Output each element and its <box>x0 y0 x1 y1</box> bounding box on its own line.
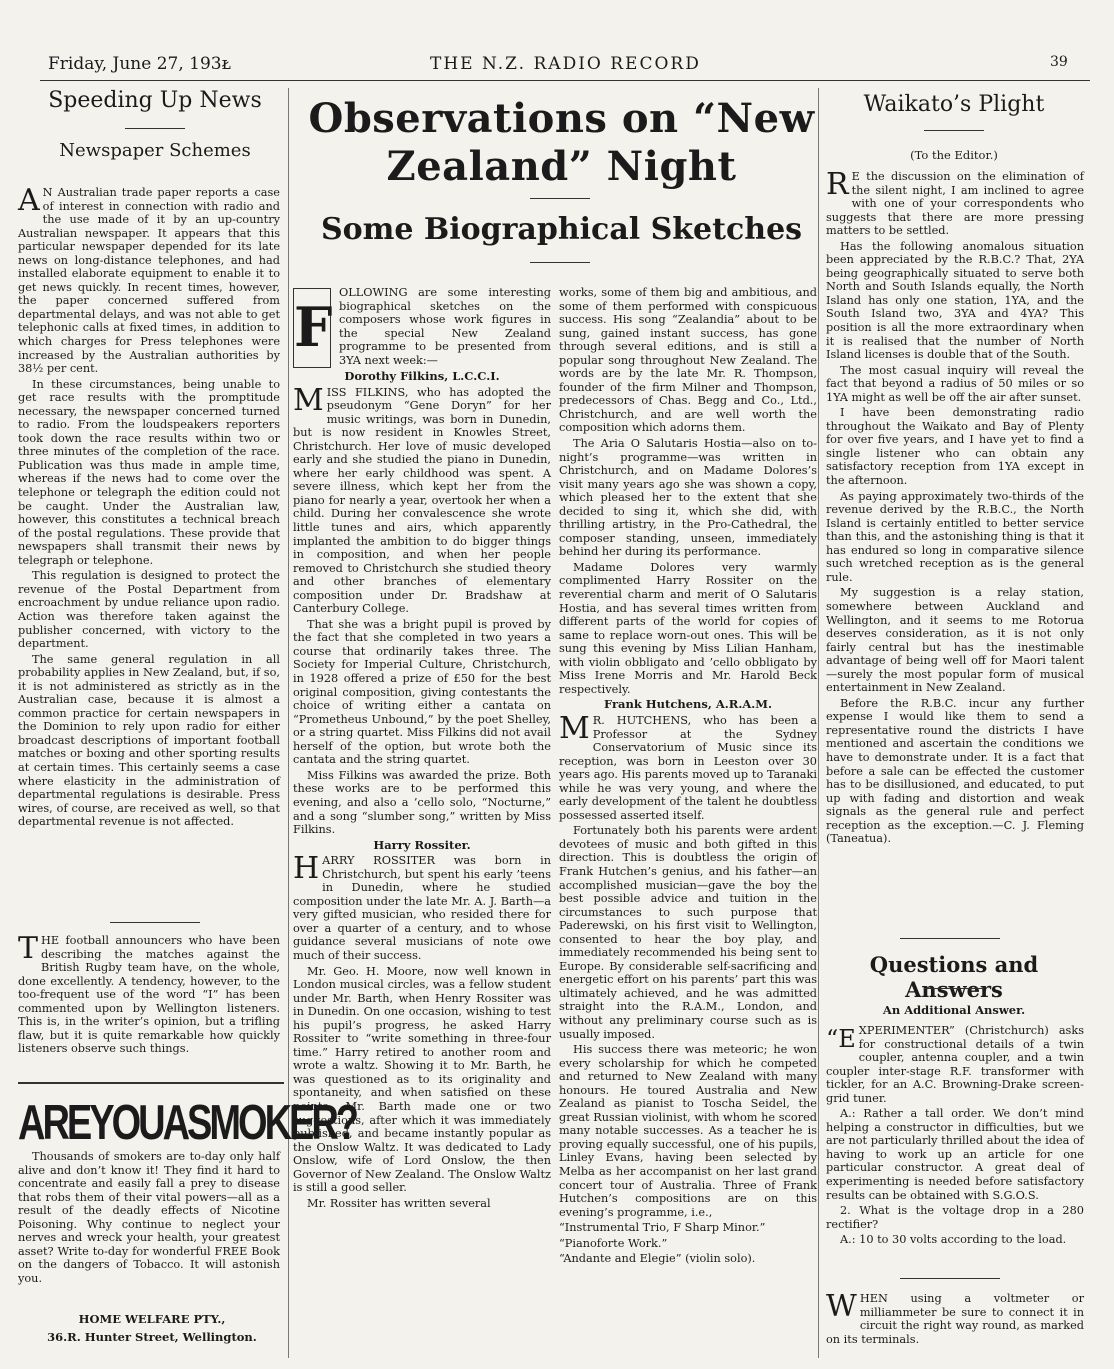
title-rule <box>924 130 984 131</box>
biographies-column-2 <box>559 286 817 1266</box>
paragraph: works, some of them big and ambitious, and some of them performed with conspicuous success. His song “Zealandia” about to be sung, gained instant success, has gone through several editions, and is still a popular song throughout New Zealand. The words are by the late Mr. R. Thompson, founder of the firm Milner and Thompson, predecessors of Chas. Begg and Co., Ltd., Christchurch, and are well worth the composition which adorns them. <box>559 286 817 435</box>
paragraph: A.: 10 to 30 volts according to the load. <box>840 1233 1067 1247</box>
paragraph: That she was a bright pupil is proved by the fact that she completed in two years a course that ordinarily takes three. The Society for Imperial Culture, Christchurch, in 1928 offered a prize of £50 for the best original composition, giving contestants the choice of writing either a cantata on “Prometheus Unbound,” by the poet Shelley, or a string quartet. Miss Filkins did not avail herself of the option, but wrote both the cantata and the string quartet. <box>293 617 551 767</box>
paragraph: Mr. Rossiter has written several <box>307 1196 491 1210</box>
paragraph: The most casual inquiry will reveal the fact that beyond a radius of 50 miles or so 1YA might as well be off the air after sunset. <box>826 363 1084 404</box>
article-subtitle-newspaper: Newspaper Schemes <box>59 140 251 161</box>
title-rule <box>530 198 590 199</box>
ad-headline: AREYOUASMOKER? <box>18 1096 357 1151</box>
composition-title: “Andante and Elegie” (violin solo). <box>559 1252 756 1266</box>
paragraph: The same general regulation in all probability applies in New Zealand, but, if so, it is not administered as strictly as in the Australian case, because it is almost a common practice for certain newspapers in the Dominion to rely upon radio for either broadcast descriptions of important football matches or boxing and other sporting results at certain times. This certainly seems a case where elasticity in the administration of departmental regulations is desirable. Press wires, of course, are received as well, so that departmental revenue is not affected. <box>18 652 280 829</box>
paragraph: 2. What is the voltage drop in a 280 rectifier? <box>826 1204 1084 1231</box>
paragraph: HE football announcers who have been describing the matches against the British Rugby team have, on the whole, done excellently. A tendency, however, to the too-frequent use of the word “I” has been commented upon by Wellington listeners. This is, in the writer’s opinion, but a trifling flaw, but it is quite remarkable how quickly listeners observe such things. <box>18 934 280 1056</box>
paragraph: This regulation is designed to protect the revenue of the Postal Department from encroachment by undue reliance upon radio. Action was therefore taken against the publisher concerned, with victory to the department. <box>18 569 280 651</box>
drop-cap: M <box>293 382 324 418</box>
section-rule <box>900 1278 1000 1279</box>
biographies-column-1 <box>293 286 551 1210</box>
ornamental-initial: F <box>293 288 331 368</box>
drop-cap: “E <box>826 1025 856 1053</box>
ad-company: HOME WELFARE PTY., <box>78 1312 226 1326</box>
paragraph: OLLOWING are some interesting biographical sketches on the composers whose work figures in the special New Zealand programme to be presented from 3YA next week:— <box>339 286 551 367</box>
drop-cap: R <box>826 167 849 202</box>
paragraph: ARRY ROSSITER was born in Christchurch, but spent his early ’teens in Dunedin, where he studied composition under the late Mr. A. J. Barth—a very gifted musician, who resided there for over a quarter of a century, and to whose guidance several musicians of note owe much of their success. <box>293 854 551 962</box>
speeding-body <box>18 183 280 829</box>
article-title-questions: Questions and Answers <box>869 952 1039 1002</box>
paragraph: R. HUTCHENS, who has been a Professor at the Sydney Conservatorium of Music since its reception, was born in Leeston over 30 years ago. His parents moved up to Taranaki while he was very young, and where the early development of the talent he doubtless possessed asserted itself. <box>559 713 817 822</box>
ad-body <box>18 1150 280 1285</box>
ad-footer <box>18 1310 286 1346</box>
paragraph: My suggestion is a relay station, somewhere between Auckland and Wellington, and it seems to me Rotorua deserves consideration, as it is not only fairly central but has the inestimable advantage of being well off for Maori talent—surely the most popular form of musical entertainment in New Zealand. <box>826 586 1084 695</box>
paragraph: Has the following anomalous situation been appreciated by the R.B.C.? That, 2YA being geographically situated to serve both North and South Islands equally, the North Island has only one station, 1YA, and the South Island two, 3YA and 4YA? This position is all the more extraordinary when it is realised that the number of North Island licenses is double that of the South. <box>826 239 1084 362</box>
drop-cap: W <box>826 1289 857 1324</box>
masthead: THE N.Z. RADIO RECORD <box>430 54 701 74</box>
section-rule <box>110 922 200 923</box>
paragraph: The Aria O Salutaris Hostia—also on to-night’s programme—was written in Christchurch, and on Madame Dolores’s visit many years ago she was shown a copy, which pleased her to the extent that she decided to sing it, which she did, with thrilling artistry, in the Pro-Cathedral, the composer standing, unseen, immediately behind her during its performance. <box>559 437 817 559</box>
paragraph: A.: Rather a tall order. We don’t mind helping a constructor in difficulties, but we are not particularly thrilled about the idea of having to work up an article for one particular constructor. A great deal of experimenting is needed before satisfactory results can be obtained with S.G.O.S. <box>826 1107 1084 1202</box>
header-rule <box>40 80 1090 81</box>
questions-body <box>826 1024 1084 1247</box>
article-subtitle-biographical: Some Biographical Sketches <box>320 212 803 247</box>
article-title-waikato: Waikato’s Plight <box>863 92 1045 117</box>
ad-text: Thousands of smokers are to-day only half alive and don’t know it! They find it hard to concentrate and easily fall a prey to disease that robs them of their vital powers—all as a result of the deadly effects of Nicotine Poisoning. Why continue to neglect your nerves and wreck your health, your greatest asset? Write to-day for wonderful FREE Book on the dangers of Tobacco. It will astonish you. <box>18 1150 280 1285</box>
paragraph: As paying approximately two-thirds of the revenue derived by the R.B.C., the North Island is certainly entitled to better service than this, and the astonishing thing is that it has endured so long in comparative silence such wretched reception as is the general rule. <box>826 489 1084 584</box>
drop-cap: T <box>18 931 39 966</box>
column-divider <box>288 88 289 1358</box>
page-header <box>0 52 1114 80</box>
drop-cap: M <box>559 710 590 746</box>
paragraph: Before the R.B.C. incur any further expense I would like them to send a representative round the districts I have mentioned and ascertain the conditions we have to demonstrate under. It is a fact that before a sale can be effected the customer has to be disillusioned, and educated, to put up with fading and distortion and weak signals as the general rule and perfect reception as the exception.—C. J. Fleming (Taneatua). <box>826 696 1084 846</box>
section-rule <box>900 938 1000 939</box>
column-divider <box>818 88 819 1358</box>
article-title-speeding: Speeding Up News <box>48 88 262 113</box>
paragraph: Miss Filkins was awarded the prize. Both these works are to be performed this evening, and also a ’cello solo, “Nocturne,” and a song “slumber song,” written by Miss Filkins. <box>293 768 551 837</box>
drop-cap: H <box>293 851 320 887</box>
football-note <box>18 931 280 1056</box>
title-rule <box>125 128 185 129</box>
waikato-letter <box>826 167 1084 846</box>
paragraph: In these circumstances, being unable to get race results with the promptitude necessary, the newspaper concerned turned to radio. From the loudspeakers reporters took down the race results within two or three minutes of the completion of the race. Publication was thus made in ample time, whereas if the news had to come over the telephone or telegraph the edition could not be caught. Under the Australian law, however, this constitutes a technical breach of the postal regulations. These provide that newspapers shall transmit their news by telegraph or telephone. <box>18 377 280 567</box>
paragraph: ISS FILKINS, who has adopted the pseudonym “Gene Doryn” for her music writings, was born in Dunedin, but is now resident in Knowles Street, Christchurch. Her love of music developed early and she studied the piano in Dunedin, where her early childhood was spent. A severe illness, which kept her from the piano for nearly a year, overtook her when a child. During her convalescence she wrote little tunes and airs, which apparently implanted the ambition to do bigger things in composition, and when her people removed to Christchurch she studied theory and other branches of elementary composition under Dr. Bradshaw at Canterbury College. <box>293 385 551 616</box>
paragraph: Madame Dolores very warmly complimented Harry Rossiter on the reverential charm and merit of O Salutaris Hostia, and has several times written from different parts of the world for copies of same to replace worn-out ones. This will be sung this evening by Miss Lilian Hanham, with violin obbligato and ’cello obbligato by Miss Irene Morris and Mr. Harold Beck respectively. <box>559 560 817 696</box>
paragraph: HEN using a voltmeter or milliammeter be sure to connect it in circuit the right way round, as marked on its terminals. <box>826 1292 1084 1346</box>
voltmeter-tip <box>826 1289 1084 1346</box>
ad-address: 36.R. Hunter Street, Wellington. <box>47 1330 257 1344</box>
paragraph: Fortunately both his parents were ardent devotees of music and both gifted in this direction. This is doubtless the origin of Frank Hutchen’s genius, and his father—an accomplished musician—gave the boy the best possible advice and tuition in the circumstances to such purpose that Paderewski, on his first visit to Wellington, consented to hear the boy play, and immediately recommended his being sent to Europe. By considerable self-sacrificing and energetic effort on his parents’ part this was ultimately achieved, and he was admitted straight into the R.A.M., London, and without any preliminary course such as is usually imposed. <box>559 824 817 1041</box>
article-title-observations: Observations on “New Zealand” Night <box>308 95 815 190</box>
article-subtitle-answer: An Additional Answer. <box>882 1003 1026 1017</box>
page-number: 39 <box>1050 54 1068 70</box>
paragraph: I have been demonstrating radio throughout the Waikato and Bay of Plenty for over five years, and I have yet to find a single listener who can obtain any satisfactory reception from 1YA except in the afternoon. <box>826 406 1084 488</box>
paragraph: N Australian trade paper reports a case of interest in connection with radio and the use made of it by an up-country Australian newspaper. It appears that this particular newspaper depended for its late news on long-distance telephones, and had installed elaborate equipment to enable it to get news quickly. In recent times, however, the paper concerned suffered from departmental delays, and was not able to get telephonic calls at fixed times, in addition to which charges for Press telephones were increased by the Australian authorities by 38½ per cent. <box>18 186 280 376</box>
paragraph: E the discussion on the elimination of the silent night, I am inclined to agree with one of your correspondents who suggests that there are more pressing matters to be settled. <box>826 170 1084 238</box>
section-heading: Harry Rossiter. <box>373 837 471 852</box>
composition-title: “Instrumental Trio, F Sharp Minor.” <box>559 1221 766 1235</box>
title-rule <box>530 262 590 263</box>
composition-title: “Pianoforte Work.” <box>559 1236 668 1250</box>
section-heading: Dorothy Filkins, L.C.C.I. <box>344 369 500 383</box>
issue-date: Friday, June 27, 193ᴌ <box>48 54 231 74</box>
section-heading: Frank Hutchens, A.R.A.M. <box>603 697 772 712</box>
paragraph: Mr. Geo. H. Moore, now well known in London musical circles, was a fellow student under Mr. Barth, when Henry Rossiter was in Dunedin. On one occasion, wishing to test his pupil’s progress, he asked Harry Rossiter to “write something in three-four time.” Harry retired to another room and wrote a waltz. Showing it to Mr. Barth, he was questioned as to its originality and spontaneity, and when satisfied on these points, Mr. Barth made one or two suggestions, after which it was immediately published, and became instantly popular as the Onslow Waltz. It was dedicated to Lady Onslow, wife of Lord Onslow, the then Governor of New Zealand. The Onslow Waltz is still a good seller. <box>293 964 551 1195</box>
ad-rule <box>18 1082 284 1084</box>
letter-address: (To the Editor.) <box>910 148 998 162</box>
title-rule <box>924 988 984 989</box>
drop-cap: A <box>18 183 40 218</box>
paragraph: His success there was meteoric; he won every scholarship for which he competed and returned to New Zealand with many honours. He toured Australia and New Zealand as pianist to Toscha Seidel, the great Russian violinist, with whom he scored many notable successes. As a teacher he is proving equally successful, one of his pupils, Linley Evans, having been selected by Melba as her accompanist on her last grand concert tour of Australia. Three of Frank Hutchen’s compositions are on this evening’s programme, i.e., <box>559 1043 817 1219</box>
paragraph: XPERIMENTER” (Christchurch) asks for constructional details of a twin coupler, antenna coupler, and a twin coupler inter-stage R.F. transformer with tickler, for an A.C. Browning-Drake screen-grid tuner. <box>826 1024 1084 1105</box>
